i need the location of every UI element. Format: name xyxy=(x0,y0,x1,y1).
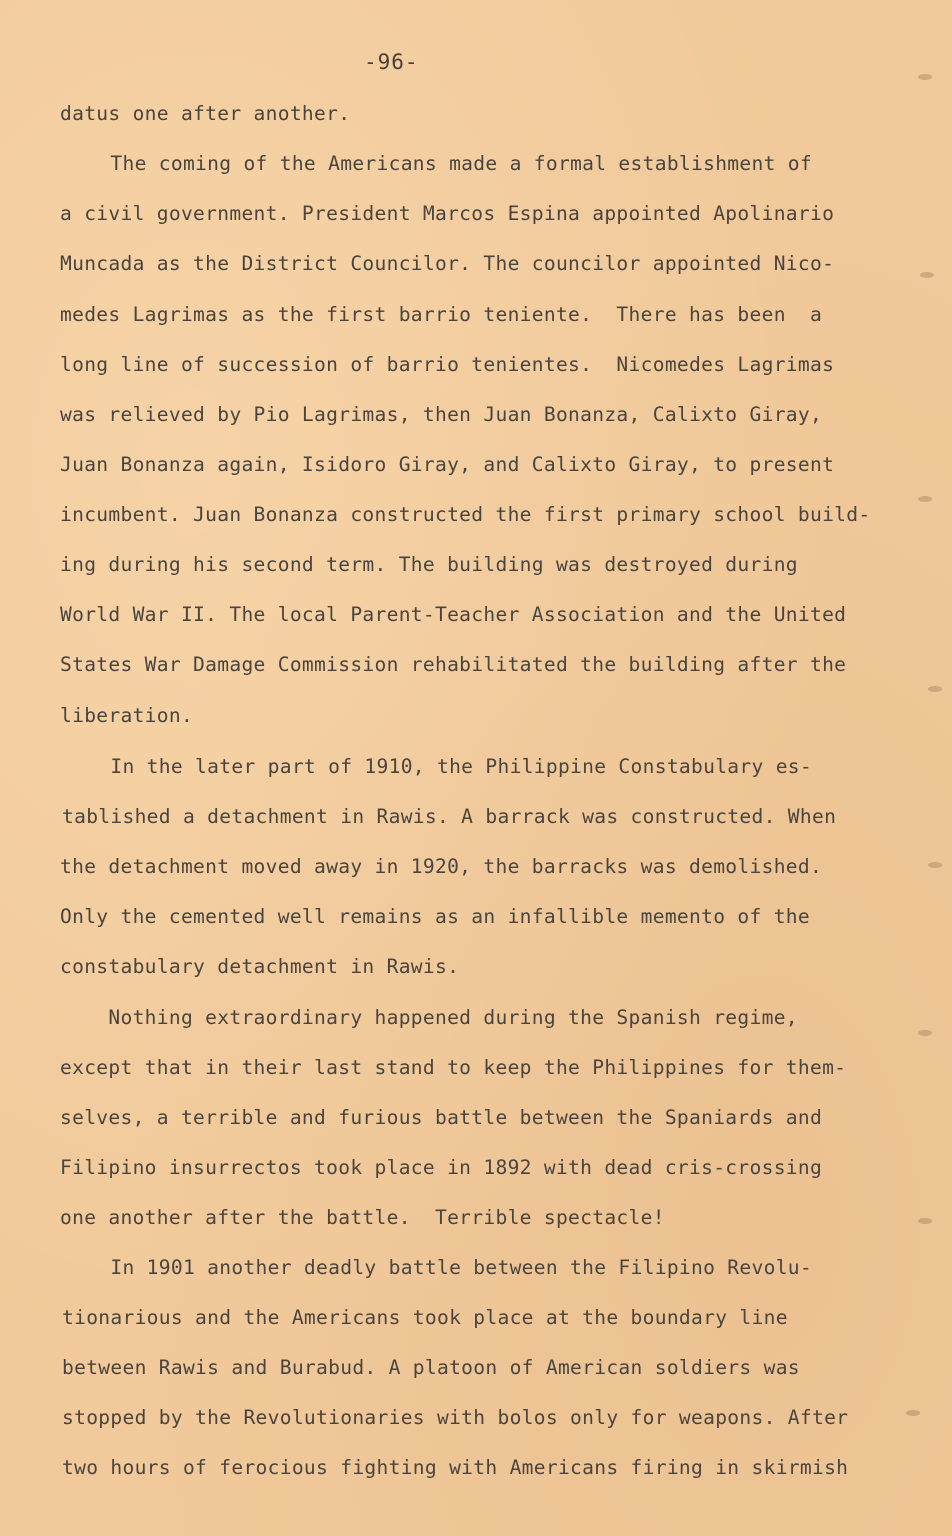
text-line: between Rawis and Burabud. A platoon of American soldiers was xyxy=(62,1356,800,1379)
text-line: medes Lagrimas as the first barrio teniente. There has been a xyxy=(60,303,823,326)
text-line: incumbent. Juan Bonanza constructed the first primary school build- xyxy=(60,503,871,526)
page-number: -96- xyxy=(364,50,419,74)
text-line: Nothing extraordinary happened during the Spanish regime, xyxy=(60,1006,798,1029)
paper-mark xyxy=(928,862,942,868)
text-line: tionarious and the Americans took place at the boundary line xyxy=(62,1306,788,1329)
text-line: States War Damage Commission rehabilitated the building after the xyxy=(60,653,847,676)
paper-mark xyxy=(906,1410,920,1416)
text-line: Filipino insurrectos took place in 1892 with dead cris-crossing xyxy=(60,1156,823,1179)
text-line: the detachment moved away in 1920, the barracks was demolished. xyxy=(60,855,823,878)
paper-mark xyxy=(918,496,932,502)
text-line: datus one after another. xyxy=(60,102,351,125)
paper-mark xyxy=(918,74,932,80)
text-line: tablished a detachment in Rawis. A barrack was constructed. When xyxy=(62,805,837,828)
text-line: In the later part of 1910, the Philippine Constabulary es- xyxy=(62,755,812,778)
text-line: World War II. The local Parent-Teacher Association and the United xyxy=(60,603,847,626)
text-line: In 1901 another deadly battle between the Filipino Revolu- xyxy=(62,1256,812,1279)
paper-mark xyxy=(928,686,942,692)
text-line: two hours of ferocious fighting with Americans firing in skirmish xyxy=(62,1456,849,1479)
text-line: constabulary detachment in Rawis. xyxy=(60,955,460,978)
text-line: was relieved by Pio Lagrimas, then Juan Bonanza, Calixto Giray, xyxy=(60,403,823,426)
text-line: except that in their last stand to keep the Philippines for them- xyxy=(60,1056,847,1079)
text-line: ing during his second term. The building was destroyed during xyxy=(60,553,798,576)
text-line: selves, a terrible and furious battle between the Spaniards and xyxy=(60,1106,823,1129)
text-line: Only the cemented well remains as an infallible memento of the xyxy=(60,905,810,928)
text-line: long line of succession of barrio tenientes. Nicomedes Lagrimas xyxy=(60,353,835,376)
text-line: Juan Bonanza again, Isidoro Giray, and Calixto Giray, to present xyxy=(60,453,835,476)
text-line: The coming of the Americans made a formal establishment of xyxy=(62,152,812,175)
text-line: stopped by the Revolutionaries with bolos only for weapons. After xyxy=(62,1406,849,1429)
text-line: liberation. xyxy=(60,704,194,727)
paper-mark xyxy=(920,272,934,278)
text-line: one another after the battle. Terrible spectacle! xyxy=(60,1206,665,1229)
paper-mark xyxy=(918,1218,932,1224)
text-line: a civil government. President Marcos Espina appointed Apolinario xyxy=(60,202,835,225)
paper-mark xyxy=(918,1030,932,1036)
text-line: Muncada as the District Councilor. The councilor appointed Nico- xyxy=(60,252,835,275)
